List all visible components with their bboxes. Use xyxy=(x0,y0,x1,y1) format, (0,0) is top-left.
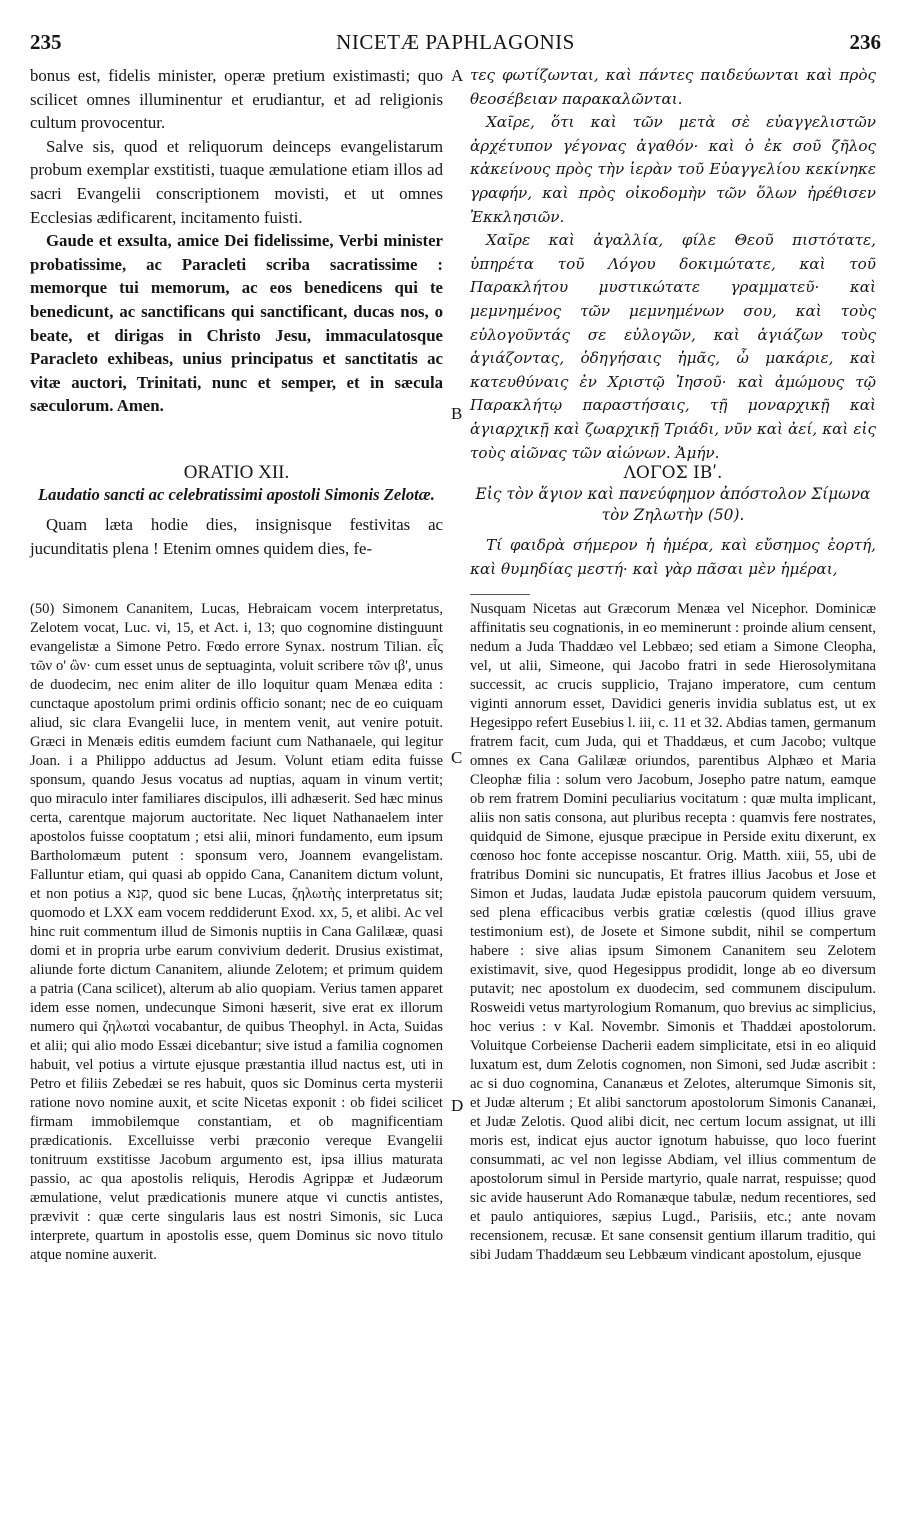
margin-letter-c: C xyxy=(451,748,463,767)
latin-oration-subtitle: Laudatio sancti ac celebratissimi apostoli Simonis Zelotæ. xyxy=(38,485,435,504)
latin-oration-opening: Quam læta hodie dies, insignisque festivitas ac jucunditatis plena ! Etenim omnes quidem dies, fe- xyxy=(30,515,443,558)
latin-paragraph-3: Gaude et exsulta, amice Dei fidelissime, Verbi minister probatissime, ac Paracleti scriba sacratissime : memorque tui memorum, ac eos benedicens qui te benedicunt, ac sanctificans qui sanctificant, ducas nos, o beate, et dirigas in Christo Jesu, immaculatosque Paracleto exhibeas, unius principatus et sanctitatis ac vitæ auctori, Trinitati, nunc et semper, et in sæcula sæculorum. Amen. xyxy=(30,231,443,416)
greek-oration-heading: ΛΟΓΟΣ ΙΒʹ. xyxy=(623,463,723,483)
latin-paragraph-2: Salve sis, quod et reliquorum deinceps evangelistarum probum exemplar exstitisti, tuaque æmulatione etiam illos ad sacri Evangelii conscriptionem movisti, et ut omnes Ecclesias ædificarent, incitamento fuisti. xyxy=(30,136,443,227)
greek-oration-subtitle: Εἰς τὸν ἅγιον καὶ πανεύφημον ἀπόστολον Σίμωνα τὸν Ζηλωτὴν (50). xyxy=(475,485,871,524)
greek-paragraph-2: Χαῖρε, ὅτι καὶ τῶν μετὰ σὲ εὐαγγελιστῶν ἀρχέτυπον γέγονας ἀγαθόν· καὶ ὁ ἐκ σοῦ ζῆλος κἀκείνους πρὸς τὴν ἱερὰν τοῦ Εὐαγγελίου κεκίνηκε γραφήν, καὶ πρὸς οἰκοδομὴν τῶν ὅλων ἠρέθισεν Ἐκκλησιῶν. xyxy=(470,113,876,226)
greek-oration-opening: Τί φαιδρὰ σήμερον ἡ ἡμέρα, καὶ εὔσημος ἑορτή, καὶ θυμηδίας μεστή· καὶ γὰρ πᾶσαι μὲν ἡμέραι, xyxy=(470,536,876,578)
latin-oration xyxy=(30,462,443,560)
running-title: NICETÆ PAPHLAGONIS xyxy=(336,30,575,54)
page-number-right: 236 xyxy=(849,30,881,54)
margin-letter-a: A xyxy=(451,66,464,85)
greek-column-top xyxy=(470,64,876,465)
footnote-50-part-2: Nusquam Nicetas aut Græcorum Menæa vel Nicephor. Dominicæ affinitatis seu cognationis, in eo meminerunt : proinde alium censent, nedum a Juda Thaddæo vel Lebbæo; sed etiam a Simone Cleopha, vel, ut alii, Simeone, qui Jacobo fratri in sede Hierosolymitana successit, ac crucis supplicio, Trajano imperatore, cum centum viginti annorum esset, Davidici generis invidia sublatus est, ut ex Hegesippo refert Eusebius l. iii, c. 11 et 32. Abdias tamen, germanum fratrem facit, cum Juda, qui et Thaddæus, et cum Jacobo; vultque omnes ex Cana Galilææ oriundos, parentibus Alphæo et Maria Cleophæ filia : solum vero Jacobum, Josepho patre natum, eamque ob rem fratrem Domini peculiarius vocitatum : quæ multa implicant, aliis non satis consona, aut pluribus recepta : quamvis fere nostrates, quidquid de Simone, ejusque præcipue in Perside exitu dixerunt, ex cœnoso hoc fonte accepisse noscantur. Orig. Matth. xiii, 55, ubi de fratribus Domini sic nuncupatis, Et fratres illius Jacobus et Jose et Simon et Judas, laudata Judæ epistola paucorum quidem versuum, sed plena efficacibus verbis gratiæ cœlestis (quod illius grave testimonium est), de Josete et Simone subdit, nihil se compertum habere : sive alias ipsum Simonem Cananitem seu Zelotem existimavit, sive, quod Hegesippus prodidit, longe ab eo diversum putavit; nec apostolum ex duodecim, sed communem discipulum. Rosweidi vetus martyrologium Romanum, quo brevius ac simplicius, hoc verius : v Kal. Novembr. Simonis et Thaddæi apostolorum. Voluitque Corbeiense Dacherii eadem simplicitate, etsi in eo aliquid luxatum est, dum Zelotis cognomen, non Simoni, sed Judæ ascribit : ac si duo cognomina, Cananæus et Zelotes, alterumque Simonis sit, et Judæ alterum ; Et alibi sanctorum apostolorum Simonis Cananæi, et Judæ Zelotis. Quod alibi dicit, nec certum locum assignat, ut illi moris est, indicat ejus auctor ignotum habuisse, quo loco fuerint consummati, ac vel non legisse Abdiam, vel illius commentum de apostolorum simul in Perside martyrio, quale narrat, respuisse; quod sic avide hauserunt Ado Romanæque tabulæ, nedum recentiores, sed et paulo antiquiores, sæpius Lugd., Parisiis, etc.; ante novam recensionem, recusæ. Et sane consensit gentium illarum traditio, qui sibi Judam Thaddæum seu Lebbæum vindicant apostolum, ejusque xyxy=(470,601,876,1263)
latin-paragraph-1: bonus est, fidelis minister, operæ pretium existimasti; quo scilicet omnes illuminentur et erudiantur, et ad religionis cultum provocentur. xyxy=(30,66,443,133)
running-header xyxy=(30,30,881,60)
footnote-50-part-1: (50) Simonem Cananitem, Lucas, Hebraicam vocem interpretatus, Zelotem vocat, Luc. vi, 15, et Act. i, 13; quo cognomine distinguunt evangelistæ a Simone Petro. Fœdo errore Synax. nostrum Tilian. εἷς τῶν ο' ὢν· cum esset unus de septuaginta, voluit scribere τῶν ιβ', unus de duodecim, nec enim aliter de illo loquitur quam Menæa edita : cunctaque apostolum primi ordinis officio sonant; nec de eo cuiquam aliud, sic clara Evangelii luce, in mentem venit, aut venire potuit. Græci in Menæis editis eumdem faciunt cum Nathanaele, qui legitur Joan. i a Philippo adductus ad Jesum. Volunt etiam edita fuisse sponsum, quando Jesus vocatus ad nuptias, aquam in vinum vertit; quo miraculo inter familiares discipulos, illi adhæserit. Sed hæc minus certa, carentque majorum auctoritate. Nec liquet Nathanaelem inter apostolos fuisse cooptatum ; etsi alii, minori fundamento, eum ipsum Bartholomæum putent : sponsum vero, Joannem evangelistam. Falluntur etiam, qui quasi ab oppido Cana, Cananitem dictum volunt, et non potius a קנא, quod sic bene Lucas, ζηλωτὴς interpretatus sit; quomodo et LXX eam vocem reddiderunt Exod. xx, 5, et alibi. Ac vel hinc ruit commentum illud de Simonis nuptiis in Cana Galilææ, quasi domi et in propria urbe earum convivium dederit. Drusius existimat, aliunde forte dictum Cananitem, aliunde Zelotem; et primum quidem a patria (Cana scilicet), alterum ab alio quopiam. Verius tamen apparet idem esse nomen, undecunque Simoni hæserit, sive erat ex illorum numero qui ζηλωταὶ vocabantur, de quibus Theophyl. in Acta, Suidas et alii; qui alio modo Essæi dicebantur; sive istud a familia cognomen habuit, vel potius a virtute ejusque præstantia illud nactus est, uti in Petro et filiis Zebedæi se res habuit, quos sic Dominus certa mysterii ratione novo nomine auxit, et scite Nicetas exponit : ob fidei scilicet firmam immobilemque constantiam, et ob magnificentiam prædicationis. Excelluisse verbi præconio vereque Evangelii tonitruum exstitisse Jacobum argumento est, ipsa illius maturata passio, ac qua apostolis reliquis, Herodis Agrippæ et Judæorum æmulatione, velut prædicationis munere atque vi cunctis antistes, prævivit : quæ certe singularis laus est nostri Simonis, sic Luca interprete, quartum in apostolis esse, quem Dominus sic novo titulo atque nomine auxerit. xyxy=(30,601,443,1263)
latin-oration-heading: ORATIO XII. xyxy=(183,462,290,483)
greek-oration xyxy=(470,462,876,581)
greek-paragraph-1: τες φωτίζωνται, καὶ πάντες παιδεύωνται καὶ πρὸς θεοσέβειαν παρακαλῶνται. xyxy=(470,66,876,108)
margin-letter-d: D xyxy=(451,1096,464,1115)
page-number-left: 235 xyxy=(30,30,62,54)
footnote-divider xyxy=(470,594,530,595)
latin-column-top xyxy=(30,64,443,418)
margin-letter-b: B xyxy=(451,404,463,423)
greek-paragraph-3: Χαῖρε καὶ ἀγαλλία, φίλε Θεοῦ πιστότατε, ὑπηρέτα τοῦ Λόγου δοκιμώτατε, καὶ τοῦ Παρακλήτου μυστικώτατε γραμματεῦ· καὶ μεμνημένος τῶν μεμνημένων σου, καὶ τοὺς εὐλογοῦντάς σε εὐλογῶν, καὶ ἁγιάζων τοὺς ἁγιάζοντας, ὁδηγήσαις ἡμᾶς, ὦ μακάριε, καὶ κατευθύναις ἐν Χριστῷ Ἰησοῦ· καὶ ἀμώμους τῷ Παρακλήτῳ παραστήσαις, τῇ μοναρχικῇ καὶ ἁγιαρχικῇ καὶ ζωαρχικῇ Τριάδι, νῦν καὶ ἀεί, καὶ εἰς τοὺς αἰῶνας τῶν αἰώνων. Ἀμήν. xyxy=(470,231,876,462)
footnote-right-column xyxy=(470,600,876,1265)
footnote-left-column xyxy=(30,600,443,1265)
